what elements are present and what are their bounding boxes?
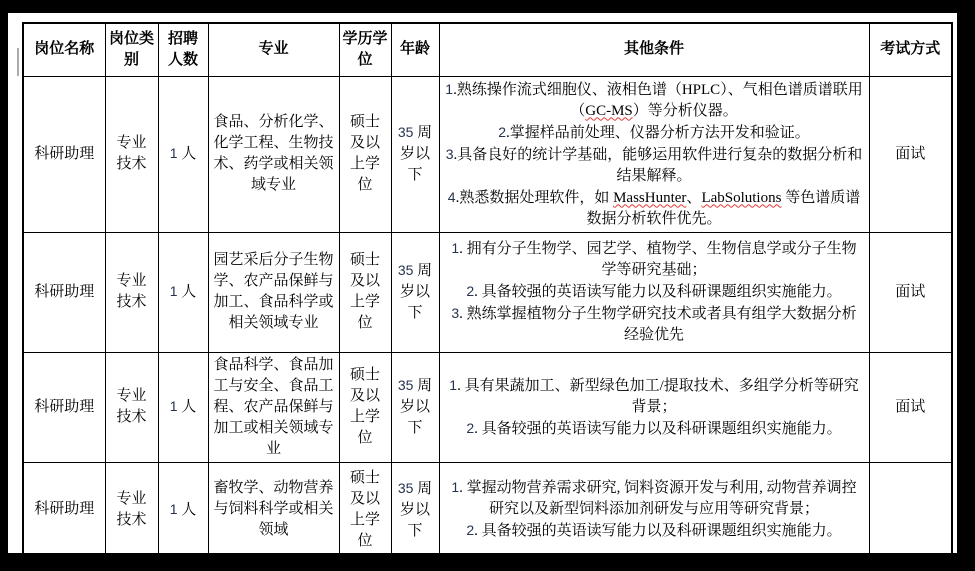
cell-exam: 面试	[869, 232, 952, 352]
cell-exam: 面试	[869, 352, 952, 462]
cell-age: 35 周岁以下	[391, 76, 439, 232]
cell-age: 35 周岁以下	[391, 232, 439, 352]
cell-major: 食品、分析化学、化学工程、生物技术、药学或相关领域专业	[208, 76, 339, 232]
header-degree: 学历学位	[339, 23, 391, 76]
table-row	[23, 76, 952, 232]
header-other-requirements: 其他条件	[439, 23, 869, 76]
cell-age: 35 周岁以下	[391, 352, 439, 462]
header-recruit-count: 招聘人数	[158, 23, 208, 76]
page-surface	[8, 13, 957, 553]
cell-major: 园艺采后分子生物学、农产品保鲜与加工、食品科学或相关领域专业	[208, 232, 339, 352]
cell-major: 畜牧学、动物营养与饲料科学或相关领域	[208, 462, 339, 558]
cell-position: 科研助理	[23, 76, 105, 232]
header-position-name: 岗位名称	[23, 23, 105, 76]
table-header-row	[23, 23, 952, 76]
cell-position: 科研助理	[23, 352, 105, 462]
cell-degree: 硕士及以上学位	[339, 352, 391, 462]
header-exam-method: 考试方式	[869, 23, 952, 76]
cell-exam: 面试	[869, 76, 952, 232]
cell-degree: 硕士及以上学位	[339, 76, 391, 232]
table-row	[23, 232, 952, 352]
cell-conditions: 1.熟练操作流式细胞仪、液相色谱（HPLC）、气相色谱质谱联用（GC-MS）等分析仪器。 2.掌握样品前处理、仪器分析方法开发和验证。 3.具备良好的统计学基础，能够运用软件进行复杂的数据分析和结果解释。 4.熟悉数据处理软件，如 MassHunter、LabSolutions 等色谱质谱数据分析软件优先。	[439, 76, 869, 232]
header-age: 年龄	[391, 23, 439, 76]
cell-age: 35 周岁以下	[391, 462, 439, 558]
cell-position: 科研助理	[23, 462, 105, 558]
cell-conditions: 1. 拥有分子生物学、园艺学、植物学、生物信息学或分子生物学等研究基础； 2. 具备较强的英语读写能力以及科研课题组织实施能力。 3. 熟练掌握植物分子生物学研究技术或者具有组学大数据分析经验优先	[439, 232, 869, 352]
cell-position: 科研助理	[23, 232, 105, 352]
cell-category: 专业技术	[105, 352, 158, 462]
cell-category: 专业技术	[105, 76, 158, 232]
cell-exam	[869, 462, 952, 558]
cell-count: 1 人	[158, 352, 208, 462]
cell-degree: 硕士及以上学位	[339, 232, 391, 352]
cell-major: 食品科学、食品加工与安全、食品工程、农产品保鲜与加工或相关领域专业	[208, 352, 339, 462]
table-row	[23, 462, 952, 558]
cell-category: 专业技术	[105, 462, 158, 558]
header-major: 专业	[208, 23, 339, 76]
cell-conditions: 1. 具有果蔬加工、新型绿色加工/提取技术、多组学分析等研究背景； 2. 具备较强的英语读写能力以及科研课题组织实施能力。	[439, 352, 869, 462]
table-row	[23, 352, 952, 462]
cell-category: 专业技术	[105, 232, 158, 352]
header-position-category: 岗位类别	[105, 23, 158, 76]
recruitment-table	[22, 22, 953, 559]
cell-count: 1 人	[158, 76, 208, 232]
cell-conditions: 1. 掌握动物营养需求研究, 饲料资源开发与利用, 动物营养调控研究以及新型饲料添加剂研发与应用等研究背景； 2. 具备较强的英语读写能力以及科研课题组织实施能力。	[439, 462, 869, 558]
left-margin-tick	[17, 48, 19, 76]
cell-count: 1 人	[158, 232, 208, 352]
cell-degree: 硕士及以上学位	[339, 462, 391, 558]
cell-count: 1 人	[158, 462, 208, 558]
